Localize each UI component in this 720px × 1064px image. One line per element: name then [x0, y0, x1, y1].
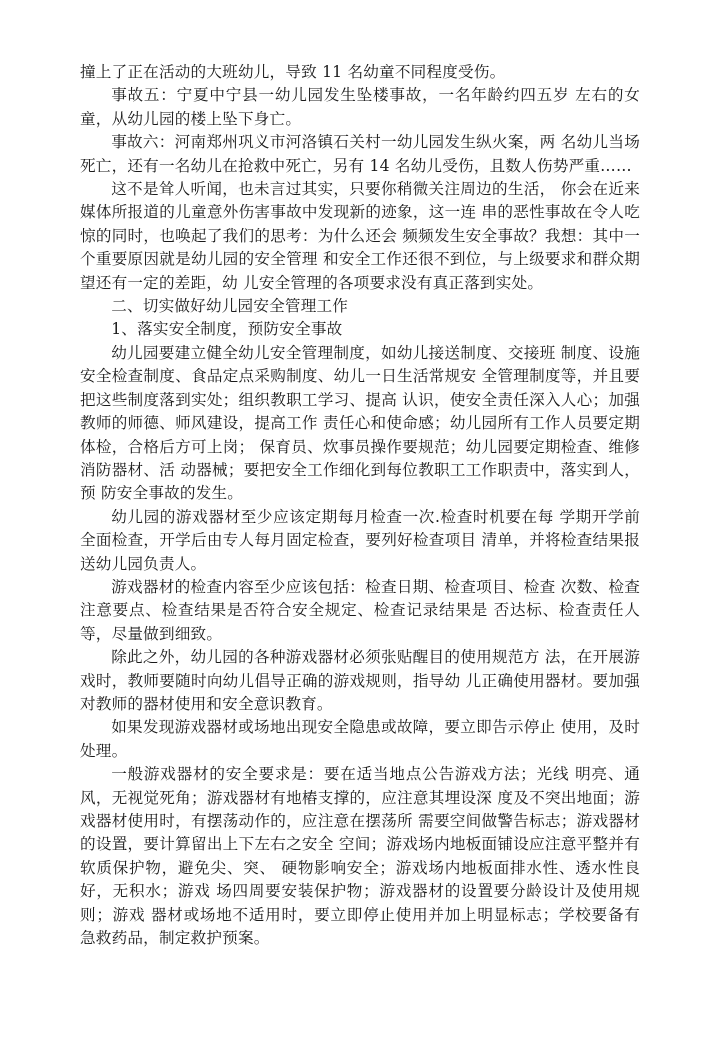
- section-heading: 二、切实做好幼儿园安全管理工作: [111, 297, 349, 316]
- subsection-heading: 1、落实安全制度，预防安全事故: [111, 320, 343, 339]
- paragraph-usage-rules: 除此之外，幼儿园的各种游戏器材必须张贴醒目的使用规范方 法，在开展游戏时，教师要随时向幼儿倡导正确的游戏规则，指导幼 儿正确使用器材。要加强对教师的器材使用和安全意识教育。: [80, 648, 640, 713]
- paragraph-accident-five: 事故五：宁夏中宁县一幼儿园发生坠楼事故，一名年龄约四五岁 左右的女童，从幼儿园的楼上坠下身亡。: [80, 86, 640, 128]
- paragraph-inspection-content: 游戏器材的检查内容至少应该包括：检查日期、检查项目、检查 次数、检查注意要点、检查结果是否符合安全规定、检查记录结果是 否达标、检查责任人等，尽量做到细致。: [80, 577, 640, 643]
- paragraph-accident-six: 事故六：河南郑州巩义市河洛镇石关村一幼儿园发生纵火案，两 名幼儿当场死亡，还有一名幼儿在抢救中死亡，另有 14 名幼儿受伤，且数人伤势严重……: [80, 133, 640, 175]
- paragraph-equipment-inspection: 幼儿园的游戏器材至少应该定期每月检查一次.检查时机要在每 学期开学前全面检查，开学后由专人每月固定检查，要列好检查项目 清单，并将检查结果报送幼儿园负责人。: [80, 507, 640, 573]
- paragraph-continuation: 撞上了正在活动的大班幼儿，导致 11 名幼童不同程度受伤。: [80, 63, 506, 81]
- document-page: [80, 61, 640, 950]
- paragraph-hazard-handling: 如果发现游戏器材或场地出现安全隐患或故障，要立即告示停止 使用，及时处理。: [80, 718, 640, 760]
- paragraph-safety-system: 幼儿园要建立健全幼儿安全管理制度，如幼儿接送制度、交接班 制度、设施安全检查制度、食品定点采购制度、幼儿一日生活常规安 全管理制度等，并且要把这些制度落到实处；组织教职工学习、提高 认识，使安全责任深入人心；加强教师的师德、师风建设，提高工作 责任心和使命感；幼儿园所有工作人员要定期体检，合格后方可上岗； 保育员、炊事员操作要规范；幼儿园要定期检查、维修消防器材、活 动器械；要把安全工作细化到每位教职工工作职责中，落实到人，预 防安全事故的发生。: [80, 343, 640, 503]
- paragraph-reflection: 这不是耸人听闻，也未言过其实，只要你稍微关注周边的生活， 你会在近来媒体所报道的儿童意外伤害事故中发现新的迹象，这一连 串的恶性事故在令人吃惊的同时，也唤起了我们的思考：为什么还会 频频发生安全事故？我想：其中一个重要原因就是幼儿园的安全管理 和安全工作还很不到位，与上级要求和群众期望还有一定的差距，幼 儿安全管理的各项要求没有真正落到实处。: [80, 180, 640, 292]
- paragraph-safety-requirements: 一般游戏器材的安全要求是：要在适当地点公告游戏方法；光线 明亮、通风，无视觉死角；游戏器材有地樁支撑的，应注意其埋设深 度及不突出地面；游戏器材使用时，有摆荡动作的，应注意在摆荡所 需要空间做警告标志；游戏器材的设置，要计算留出上下左右之安全 空间；游戏场内地板面铺设应注意平整并有软质保护物，避免尖、突、 硬物影响安全；游戏场内地板面排水性、透水性良好，无积水；游戏 场四周要安装保护物；游戏器材的设置要分龄设计及使用规则；游戏 器材或场地不适用时，要立即停止使用并加上明显标志；学校要备有 急救药品，制定救护预案。: [80, 765, 640, 948]
